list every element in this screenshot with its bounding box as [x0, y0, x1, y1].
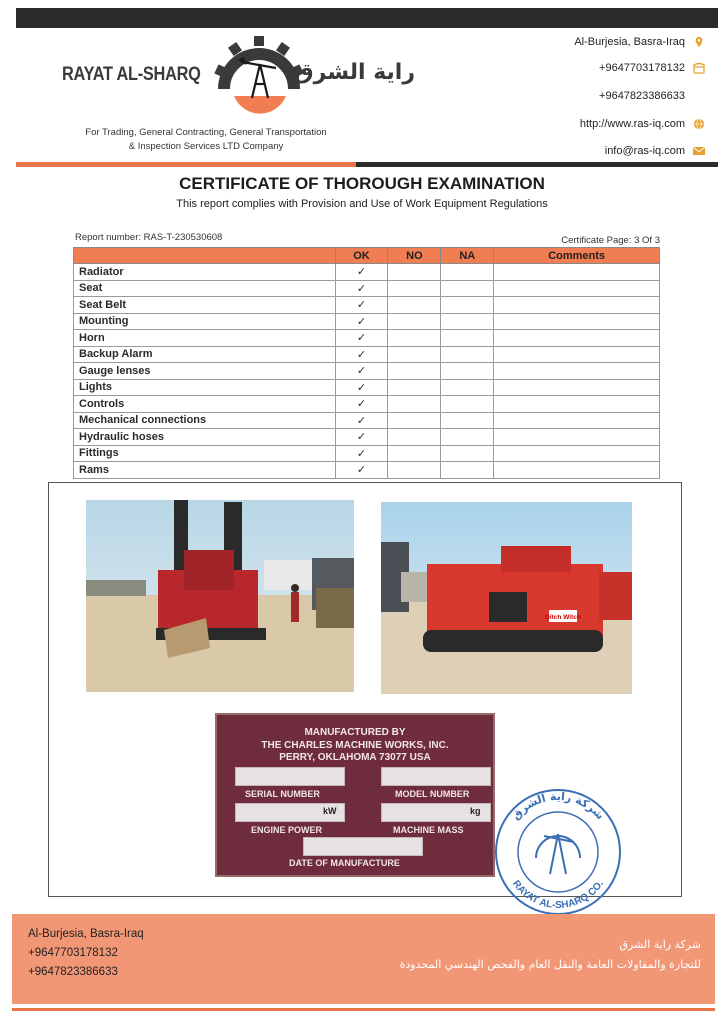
na-cell — [441, 346, 494, 363]
tagline-line-2: & Inspection Services LTD Company — [128, 141, 284, 152]
certificate-page: Certificate Page: 3 Of 3 — [561, 235, 660, 246]
comments-cell — [494, 313, 660, 330]
stamp-text-english: RAYAT AL-SHARQ CO. — [510, 878, 606, 912]
item-name-cell: Lights — [74, 379, 336, 396]
comments-cell — [494, 462, 660, 479]
plate-line-1: MANUFACTURED BY — [304, 727, 406, 738]
no-cell — [388, 330, 441, 347]
ok-cell: ✓ — [335, 379, 388, 396]
header-divider-dark — [356, 162, 718, 167]
na-cell — [441, 297, 494, 314]
table-row — [74, 429, 660, 446]
table-row — [74, 330, 660, 347]
na-cell — [441, 445, 494, 462]
item-name-cell: Backup Alarm — [74, 346, 336, 363]
phone-2-text: +9647823386633 — [599, 90, 685, 102]
footer-services-arabic: للتجارة والمقاولات العامة والنقل العام والفحص الهندسي المحدودة — [399, 958, 701, 971]
footer-address: Al-Burjesia, Basra-Iraq — [28, 928, 144, 940]
header-divider-orange — [16, 162, 356, 167]
kg-unit: kg — [470, 806, 481, 816]
footer-bottom-line — [12, 1008, 715, 1011]
na-cell — [441, 379, 494, 396]
na-cell — [441, 363, 494, 380]
comments-cell — [494, 379, 660, 396]
column-header-comments: Comments — [494, 248, 660, 264]
comments-cell — [494, 264, 660, 281]
ok-cell: ✓ — [335, 346, 388, 363]
globe-icon — [692, 118, 706, 130]
contact-email — [605, 145, 706, 157]
inspection-checklist-table — [73, 247, 660, 479]
footer-band — [12, 914, 715, 1004]
table-row — [74, 445, 660, 462]
table-row — [74, 412, 660, 429]
no-cell — [388, 264, 441, 281]
column-header-ok: OK — [335, 248, 388, 264]
footer-phone-2: +9647823386633 — [28, 966, 118, 978]
table-row — [74, 264, 660, 281]
engine-power-label: ENGINE POWER — [251, 825, 323, 835]
no-cell — [388, 363, 441, 380]
comments-cell — [494, 346, 660, 363]
ok-cell: ✓ — [335, 429, 388, 446]
comments-cell — [494, 396, 660, 413]
comments-cell — [494, 445, 660, 462]
item-name-cell: Fittings — [74, 445, 336, 462]
ok-cell: ✓ — [335, 264, 388, 281]
ditch-witch-decal: Ditch Witch — [545, 614, 581, 621]
item-name-cell: Gauge lenses — [74, 363, 336, 380]
photo-drilling-rig-front — [86, 500, 354, 692]
brand-name-english: RAYAT AL-SHARQ — [62, 64, 201, 85]
report-number: Report number: RAS-T-230530608 — [75, 232, 223, 243]
ok-cell: ✓ — [335, 396, 388, 413]
ok-cell: ✓ — [335, 313, 388, 330]
serial-number-box — [235, 767, 345, 786]
location-pin-icon — [692, 36, 706, 48]
ok-cell: ✓ — [335, 280, 388, 297]
ok-cell: ✓ — [335, 297, 388, 314]
machine-mass-label: MACHINE MASS — [393, 825, 464, 835]
no-cell — [388, 346, 441, 363]
company-logo — [54, 34, 416, 134]
no-cell — [388, 462, 441, 479]
table-row — [74, 313, 660, 330]
date-of-manufacture-box — [303, 837, 423, 856]
table-header-row — [74, 248, 660, 264]
na-cell — [441, 313, 494, 330]
no-cell — [388, 445, 441, 462]
ok-cell: ✓ — [335, 363, 388, 380]
serial-number-label: SERIAL NUMBER — [245, 789, 320, 799]
photo-drilling-rig-side — [381, 502, 632, 694]
no-cell — [388, 313, 441, 330]
na-cell — [441, 412, 494, 429]
ok-cell: ✓ — [335, 462, 388, 479]
column-header-no: NO — [388, 248, 441, 264]
item-name-cell: Hydraulic hoses — [74, 429, 336, 446]
item-name-cell: Seat — [74, 280, 336, 297]
stamp-text-arabic: شركة راية الشرق — [509, 789, 607, 823]
footer-company-arabic: شركة راية الشرق — [619, 938, 701, 951]
document-subtitle: This report complies with Provision and Use of Work Equipment Regulations — [176, 198, 548, 210]
item-name-cell: Seat Belt — [74, 297, 336, 314]
table-row — [74, 280, 660, 297]
ok-cell: ✓ — [335, 330, 388, 347]
contact-address — [574, 36, 706, 48]
table-row — [74, 346, 660, 363]
kw-unit: kW — [323, 806, 337, 816]
plate-line-3: PERRY, OKLAHOMA 73077 USA — [279, 752, 431, 763]
contact-phone-1 — [599, 62, 706, 74]
comments-cell — [494, 429, 660, 446]
svg-text:RAYAT AL-SHARQ CO. — [510, 879, 606, 912]
comments-cell — [494, 297, 660, 314]
item-name-cell: Mounting — [74, 313, 336, 330]
item-name-cell: Controls — [74, 396, 336, 413]
no-cell — [388, 379, 441, 396]
company-tagline — [56, 126, 356, 154]
no-cell — [388, 396, 441, 413]
brand-name-arabic: راية الشرق — [294, 60, 416, 85]
na-cell — [441, 396, 494, 413]
column-header-item — [74, 248, 336, 264]
item-name-cell: Radiator — [74, 264, 336, 281]
na-cell — [441, 280, 494, 297]
ok-cell: ✓ — [335, 412, 388, 429]
table-row — [74, 396, 660, 413]
na-cell — [441, 330, 494, 347]
email-text: info@ras-iq.com — [604, 145, 685, 157]
company-stamp — [488, 788, 628, 916]
document-title: CERTIFICATE OF THOROUGH EXAMINATION — [179, 174, 545, 193]
address-text: Al-Burjesia, Basra-Iraq — [574, 36, 685, 48]
table-row — [74, 379, 660, 396]
plate-line-2: THE CHARLES MACHINE WORKS, INC. — [261, 740, 449, 751]
phone-icon — [692, 62, 706, 74]
manufacturer-nameplate — [215, 713, 495, 877]
no-cell — [388, 280, 441, 297]
no-cell — [388, 297, 441, 314]
model-number-box — [381, 767, 491, 786]
no-cell — [388, 429, 441, 446]
footer-phone-1: +9647703178132 — [28, 947, 118, 959]
item-name-cell: Rams — [74, 462, 336, 479]
comments-cell — [494, 363, 660, 380]
comments-cell — [494, 330, 660, 347]
table-row — [74, 462, 660, 479]
phone-1-text: +9647703178132 — [599, 62, 685, 74]
na-cell — [441, 264, 494, 281]
tagline-line-1: For Trading, General Contracting, General Transportation — [85, 127, 327, 138]
item-name-cell: Mechanical connections — [74, 412, 336, 429]
na-cell — [441, 462, 494, 479]
comments-cell — [494, 412, 660, 429]
ok-cell: ✓ — [335, 445, 388, 462]
table-row — [74, 297, 660, 314]
contact-phone-2 — [599, 90, 706, 102]
header-top-bar — [16, 8, 718, 28]
no-cell — [388, 412, 441, 429]
contact-website — [580, 118, 706, 130]
svg-text:شركة راية الشرق — [509, 790, 607, 822]
na-cell — [441, 429, 494, 446]
table-row — [74, 363, 660, 380]
website-text: http://www.ras-iq.com — [579, 118, 685, 130]
date-of-manufacture-label: DATE OF MANUFACTURE — [289, 858, 400, 868]
item-name-cell: Horn — [74, 330, 336, 347]
model-number-label: MODEL NUMBER — [395, 789, 470, 799]
envelope-icon — [692, 145, 706, 157]
comments-cell — [494, 280, 660, 297]
column-header-na: NA — [441, 248, 494, 264]
